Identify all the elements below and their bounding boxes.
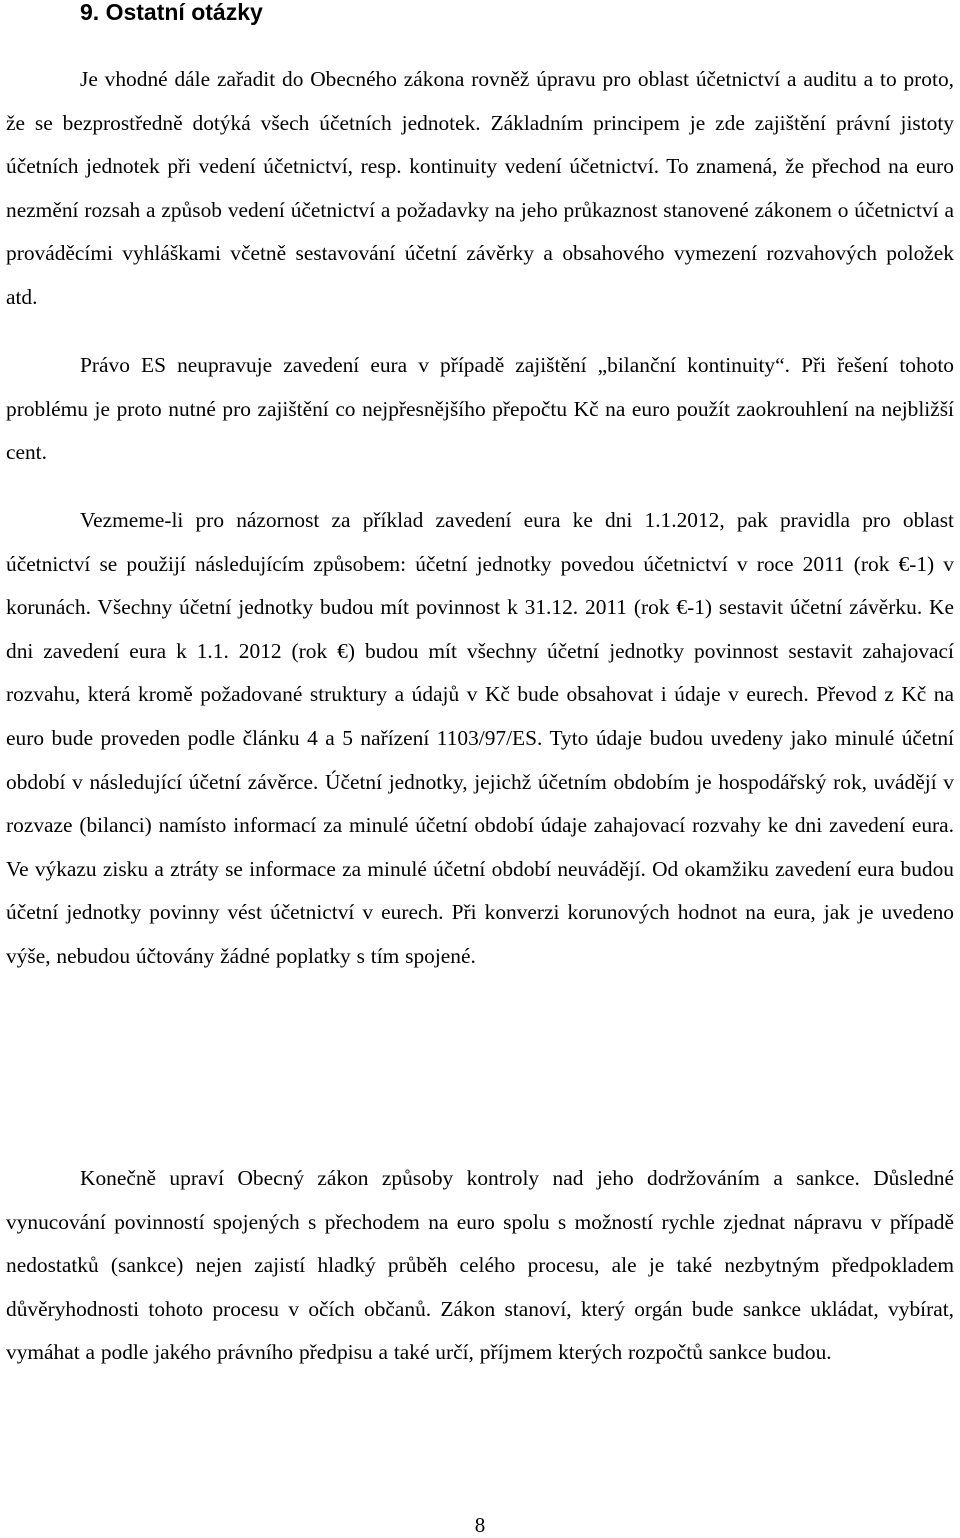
paragraph-example-2012: Vezmeme-li pro názornost za příklad zavedení eura ke dni 1.1.2012, pak pravidla pro oblast účetnictví se použijí následujícím způsobem: účetní jednotky povedou účetnictví v roce 2011 (rok €-1) v korunách. Všechny účetní jednotky budou mít povinnost k 31.12. 2011 (rok €-1) sestavit účetní závěrku. Ke dni zavedení eura k 1.1. 2012 (rok €) budou mít všechny účetní jednotky povinnost sestavit zahajovací rozvahu, která kromě požadované struktury a údajů v Kč bude obsahovat i údaje v eurech. Převod z Kč na euro bude proveden podle článku 4 a 5 nařízení 1103/97/ES. Tyto údaje budou uvedeny jako minulé účetní období v následující účetní závěrce. Účetní jednotky, jejichž účetním obdobím je hospodářský rok, uvádějí v rozvaze (bilanci) namísto informací za minulé účetní období údaje zahajovací rozvahy ke dni zavedení eura. Ve výkazu zisku a ztráty se informace za minulé účetní období neuvádějí. Od okamžiku zavedení eura budou účetní jednotky povinny vést účetnictví v eurech. Při konverzi korunových hodnot na eura, jak je uvedeno výše, nebudou účtovány žádné poplatky s tím spojené. bbox=[6, 508, 954, 968]
paragraph-sanctions: Konečně upraví Obecný zákon způsoby kontroly nad jeho dodržováním a sankce. Důsledné vynucování povinností spojených s přechodem na euro spolu s možností rychle zjednat nápravu v případě nedostatků (sankce) nejen zajistí hladký průběh celého procesu, ale je také nezbytným předpokladem důvěryhodnosti tohoto procesu v očích občanů. Zákon stanoví, který orgán bude sankce ukládat, vybírat, vymáhat a podle jakého právního předpisu a také určí, příjmem kterých rozpočtů sankce budou. bbox=[6, 1166, 954, 1365]
page-number: 8 bbox=[474, 1513, 486, 1537]
section-heading: 9. Ostatní otázky bbox=[80, 0, 263, 25]
paragraph-balance-continuity: Právo ES neupravuje zavedení eura v případě zajištění „bilanční kontinuity“. Při řešení tohoto problému je proto nutné pro zajištění co nejpřesnějšího přepočtu Kč na euro použít zaokrouhlení na nejbližší cent. bbox=[6, 353, 954, 465]
paragraph-accounting-intro: Je vhodné dále zařadit do Obecného zákona rovněž úpravu pro oblast účetnictví a auditu a to proto, že se bezprostředně dotýká všech účetních jednotek. Základním principem je zde zajištění právní jistoty účetních jednotek při vedení účetnictví, resp. kontinuity vedení účetnictví. To znamená, že přechod na euro nezmění rozsah a způsob vedení účetnictví a požadavky na jeho průkaznost stanovené zákonem o účetnictví a prováděcími vyhláškami včetně sestavování účetní závěrky a obsahového vymezení rozvahových položek atd. bbox=[6, 67, 954, 309]
